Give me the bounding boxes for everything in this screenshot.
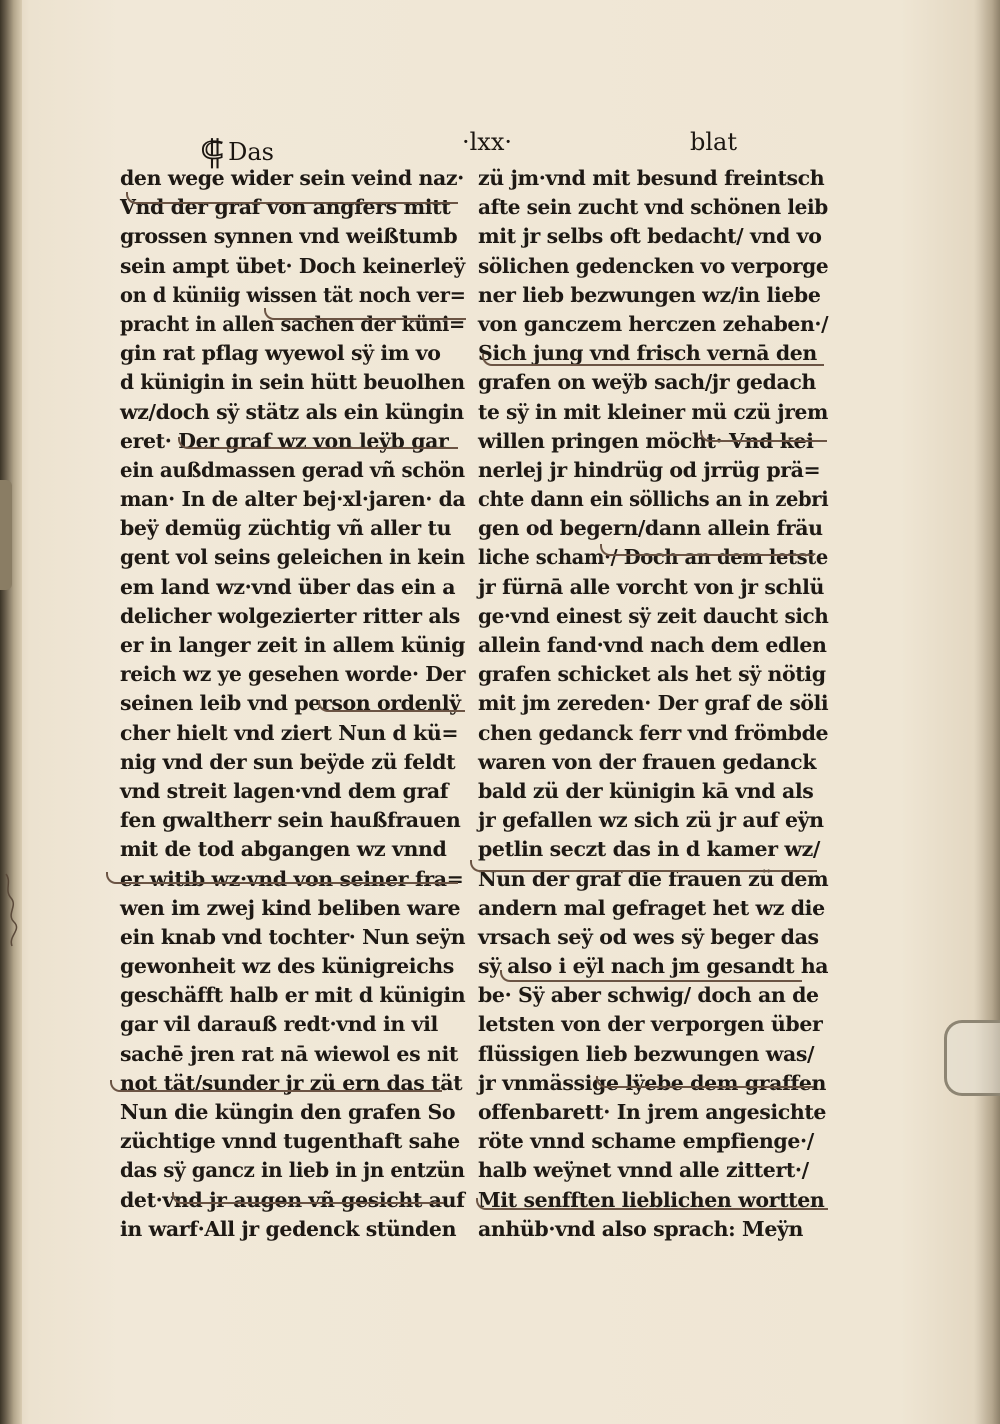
text-line: von ganczem herczen zehaben·/ xyxy=(478,311,829,336)
text-line: sölichen gedencken vo verporge xyxy=(478,253,829,278)
text-line: jr fürnā alle vorcht von jr schlü xyxy=(478,574,825,599)
rubric-underline xyxy=(172,1192,444,1204)
text-line: gewonheit wz des künigreichs xyxy=(120,954,454,979)
rubric-underline xyxy=(110,1080,442,1092)
text-line: in warf·All jr gedenck stünden xyxy=(120,1216,457,1241)
rubric-underline xyxy=(470,860,817,872)
text-line: ein außdmassen gerad vñ schön xyxy=(120,457,465,482)
text-line: letsten von der verporgen über xyxy=(478,1012,823,1037)
text-line: das sÿ gancz in lieb in jn entzün xyxy=(120,1158,465,1183)
text-line: grossen synnen vnd weißtumb xyxy=(120,224,458,249)
text-line: grafen schicket als het sÿ nötig xyxy=(478,662,826,687)
text-line: waren von der frauen gedanck xyxy=(478,749,817,774)
text-line: eret· Der graf wz von leÿb gar xyxy=(120,428,449,453)
text-line: wen im zwej kind beliben ware xyxy=(120,895,461,920)
text-line: be· Sÿ aber schwig/ doch an de xyxy=(478,983,819,1008)
rubric-underline xyxy=(500,970,802,982)
text-line: anhüb·vnd also sprach: Meÿn xyxy=(478,1216,803,1241)
text-line: sÿ also i eÿl nach jm gesandt ha xyxy=(478,954,829,979)
page-clip xyxy=(944,1020,1000,1096)
text-line: flüssigen lieb bezwungen was/ xyxy=(478,1041,815,1066)
margin-annotation xyxy=(2,870,20,950)
header-right: blat xyxy=(690,128,737,156)
text-line: Nun der graf die frauen zü dem xyxy=(478,866,829,891)
text-line: fen gwaltherr sein haußfrauen xyxy=(120,808,461,833)
text-line: geschäfft halb er mit d künigin xyxy=(120,983,466,1008)
page-edge-shadow xyxy=(974,0,1000,1424)
text-line: bald zü der künigin kā vnd als xyxy=(478,778,814,803)
text-line: grafen on weÿb sach/jr gedach xyxy=(478,370,816,395)
text-line: man· In de alter bej·xl·jaren· da xyxy=(120,487,466,512)
text-line: gin rat pflag wyewol sÿ im vo xyxy=(120,341,441,366)
text-line: em land wz·vnd über das ein a xyxy=(120,574,456,599)
text-line: nig vnd der sun beÿde zü feldt xyxy=(120,749,456,774)
text-line: zü jm·vnd mit besund freintsch xyxy=(478,166,825,190)
paragraph-mark-icon: ⸿ xyxy=(200,133,225,173)
text-line: vrsach seÿ od wes sÿ beger das xyxy=(478,924,819,949)
rubric-underline xyxy=(482,354,824,366)
rubric-underline xyxy=(318,700,465,712)
text-line: andern mal gefraget het wz die xyxy=(478,895,825,920)
rubric-underline xyxy=(596,1076,814,1088)
text-line: d künigin in sein hütt beuolhen xyxy=(120,370,465,395)
text-line: reich wz ye gesehen worde· Der xyxy=(120,662,466,687)
text-line: sachē jren rat nā wiewol es nit xyxy=(120,1041,458,1066)
rubric-underline xyxy=(700,430,827,442)
text-line: seinen leib vnd person ordenlÿ xyxy=(120,691,461,716)
text-line: sein ampt übet· Doch keinerleÿ xyxy=(120,253,465,278)
text-line: gen od begern/dann allein fräu xyxy=(478,516,823,541)
text-line: Nun die küngin den grafen So xyxy=(120,1100,456,1124)
text-line: halb weÿnet vnnd alle zittert·/ xyxy=(478,1158,809,1183)
text-line: delicher wolgezierter ritter als xyxy=(120,603,460,628)
text-line: mit de tod abgangen wz vnnd xyxy=(120,837,447,862)
text-line: gar vil darauß redt·vnd in vil xyxy=(120,1012,438,1037)
text-line: wz/doch sÿ stätz als ein küngin xyxy=(120,399,464,424)
text-line: allein fand·vnd nach dem edlen xyxy=(478,633,827,657)
text-line: Sich jung vnd frisch vernā den xyxy=(478,341,817,366)
text-line: vnd streit lagen·vnd dem graf xyxy=(120,778,449,803)
text-line: offenbarett· In jrem angesichte xyxy=(478,1100,827,1124)
text-line: on d küniig wissen tät noch ver= xyxy=(120,282,466,307)
folio-number: ·lxx· xyxy=(462,128,513,156)
text-line: nerlej jr hindrüg od jrrüg prä= xyxy=(478,457,821,482)
text-line: beÿ demüg züchtig vñ aller tu xyxy=(120,516,452,541)
text-line: mit jr selbs oft bedacht/ vnd vo xyxy=(478,224,822,249)
rubric-underline xyxy=(106,872,458,884)
text-line: Mit senfften lieblichen wortten xyxy=(478,1187,825,1212)
text-line: er witib wz·vnd von seiner fra= xyxy=(120,866,464,891)
text-line: den wege wider sein veind naz· xyxy=(120,166,464,190)
text-line: gent vol seins geleichen in kein xyxy=(120,545,465,570)
text-line: te sÿ in mit kleiner mü czü jrem xyxy=(478,399,828,424)
text-line: züchtige vnnd tugenthaft sahe xyxy=(120,1129,460,1154)
text-line: jr gefallen wz sich zü jr auf eÿn xyxy=(478,808,824,833)
text-line: ein knab vnd tochter· Nun seÿn xyxy=(120,924,466,949)
rubric-underline xyxy=(264,308,466,320)
binding-strap xyxy=(0,480,12,590)
text-line: liche scham·/ Doch an dem letste xyxy=(478,545,828,570)
text-line: not tät/sunder jr zü ern das tät xyxy=(120,1070,463,1095)
text-line: ner lieb bezwungen wz/in liebe xyxy=(478,282,821,307)
page-header xyxy=(0,128,1000,173)
text-line: willen pringen möcht· Vnd kei xyxy=(478,428,814,453)
text-line: chen gedanck ferr vnd frömbde xyxy=(478,720,829,745)
book-spine xyxy=(0,0,22,1424)
text-line: mit jm zereden· Der graf de söli xyxy=(478,691,829,716)
rubric-underline xyxy=(126,192,458,204)
text-line: cher hielt vnd ziert Nun d kü= xyxy=(120,720,459,745)
rubric-underline xyxy=(178,437,458,449)
text-line: ge·vnd einest sÿ zeit daucht sich xyxy=(478,603,829,628)
text-line: er in langer zeit in allem künig xyxy=(120,633,466,657)
rubric-underline xyxy=(476,1198,828,1210)
text-line: det·vnd jr augen vñ gesicht auf xyxy=(120,1187,465,1212)
text-line: Vnd der graf von angfers mitt xyxy=(120,195,451,220)
text-line: petlin seczt das in d kamer wz/ xyxy=(478,837,820,862)
text-line: jr vnmässige lÿebe dem graffen xyxy=(478,1070,826,1095)
header-left-text: Das xyxy=(228,138,274,166)
text-line: afte sein zucht vnd schönen leib xyxy=(478,195,828,220)
text-line: pracht in allen sachen der küni= xyxy=(120,311,465,336)
rubric-underline xyxy=(600,544,814,556)
text-line: chte dann ein söllichs an in zebri xyxy=(478,487,829,512)
text-line: röte vnnd schame empfienge·/ xyxy=(478,1129,814,1154)
